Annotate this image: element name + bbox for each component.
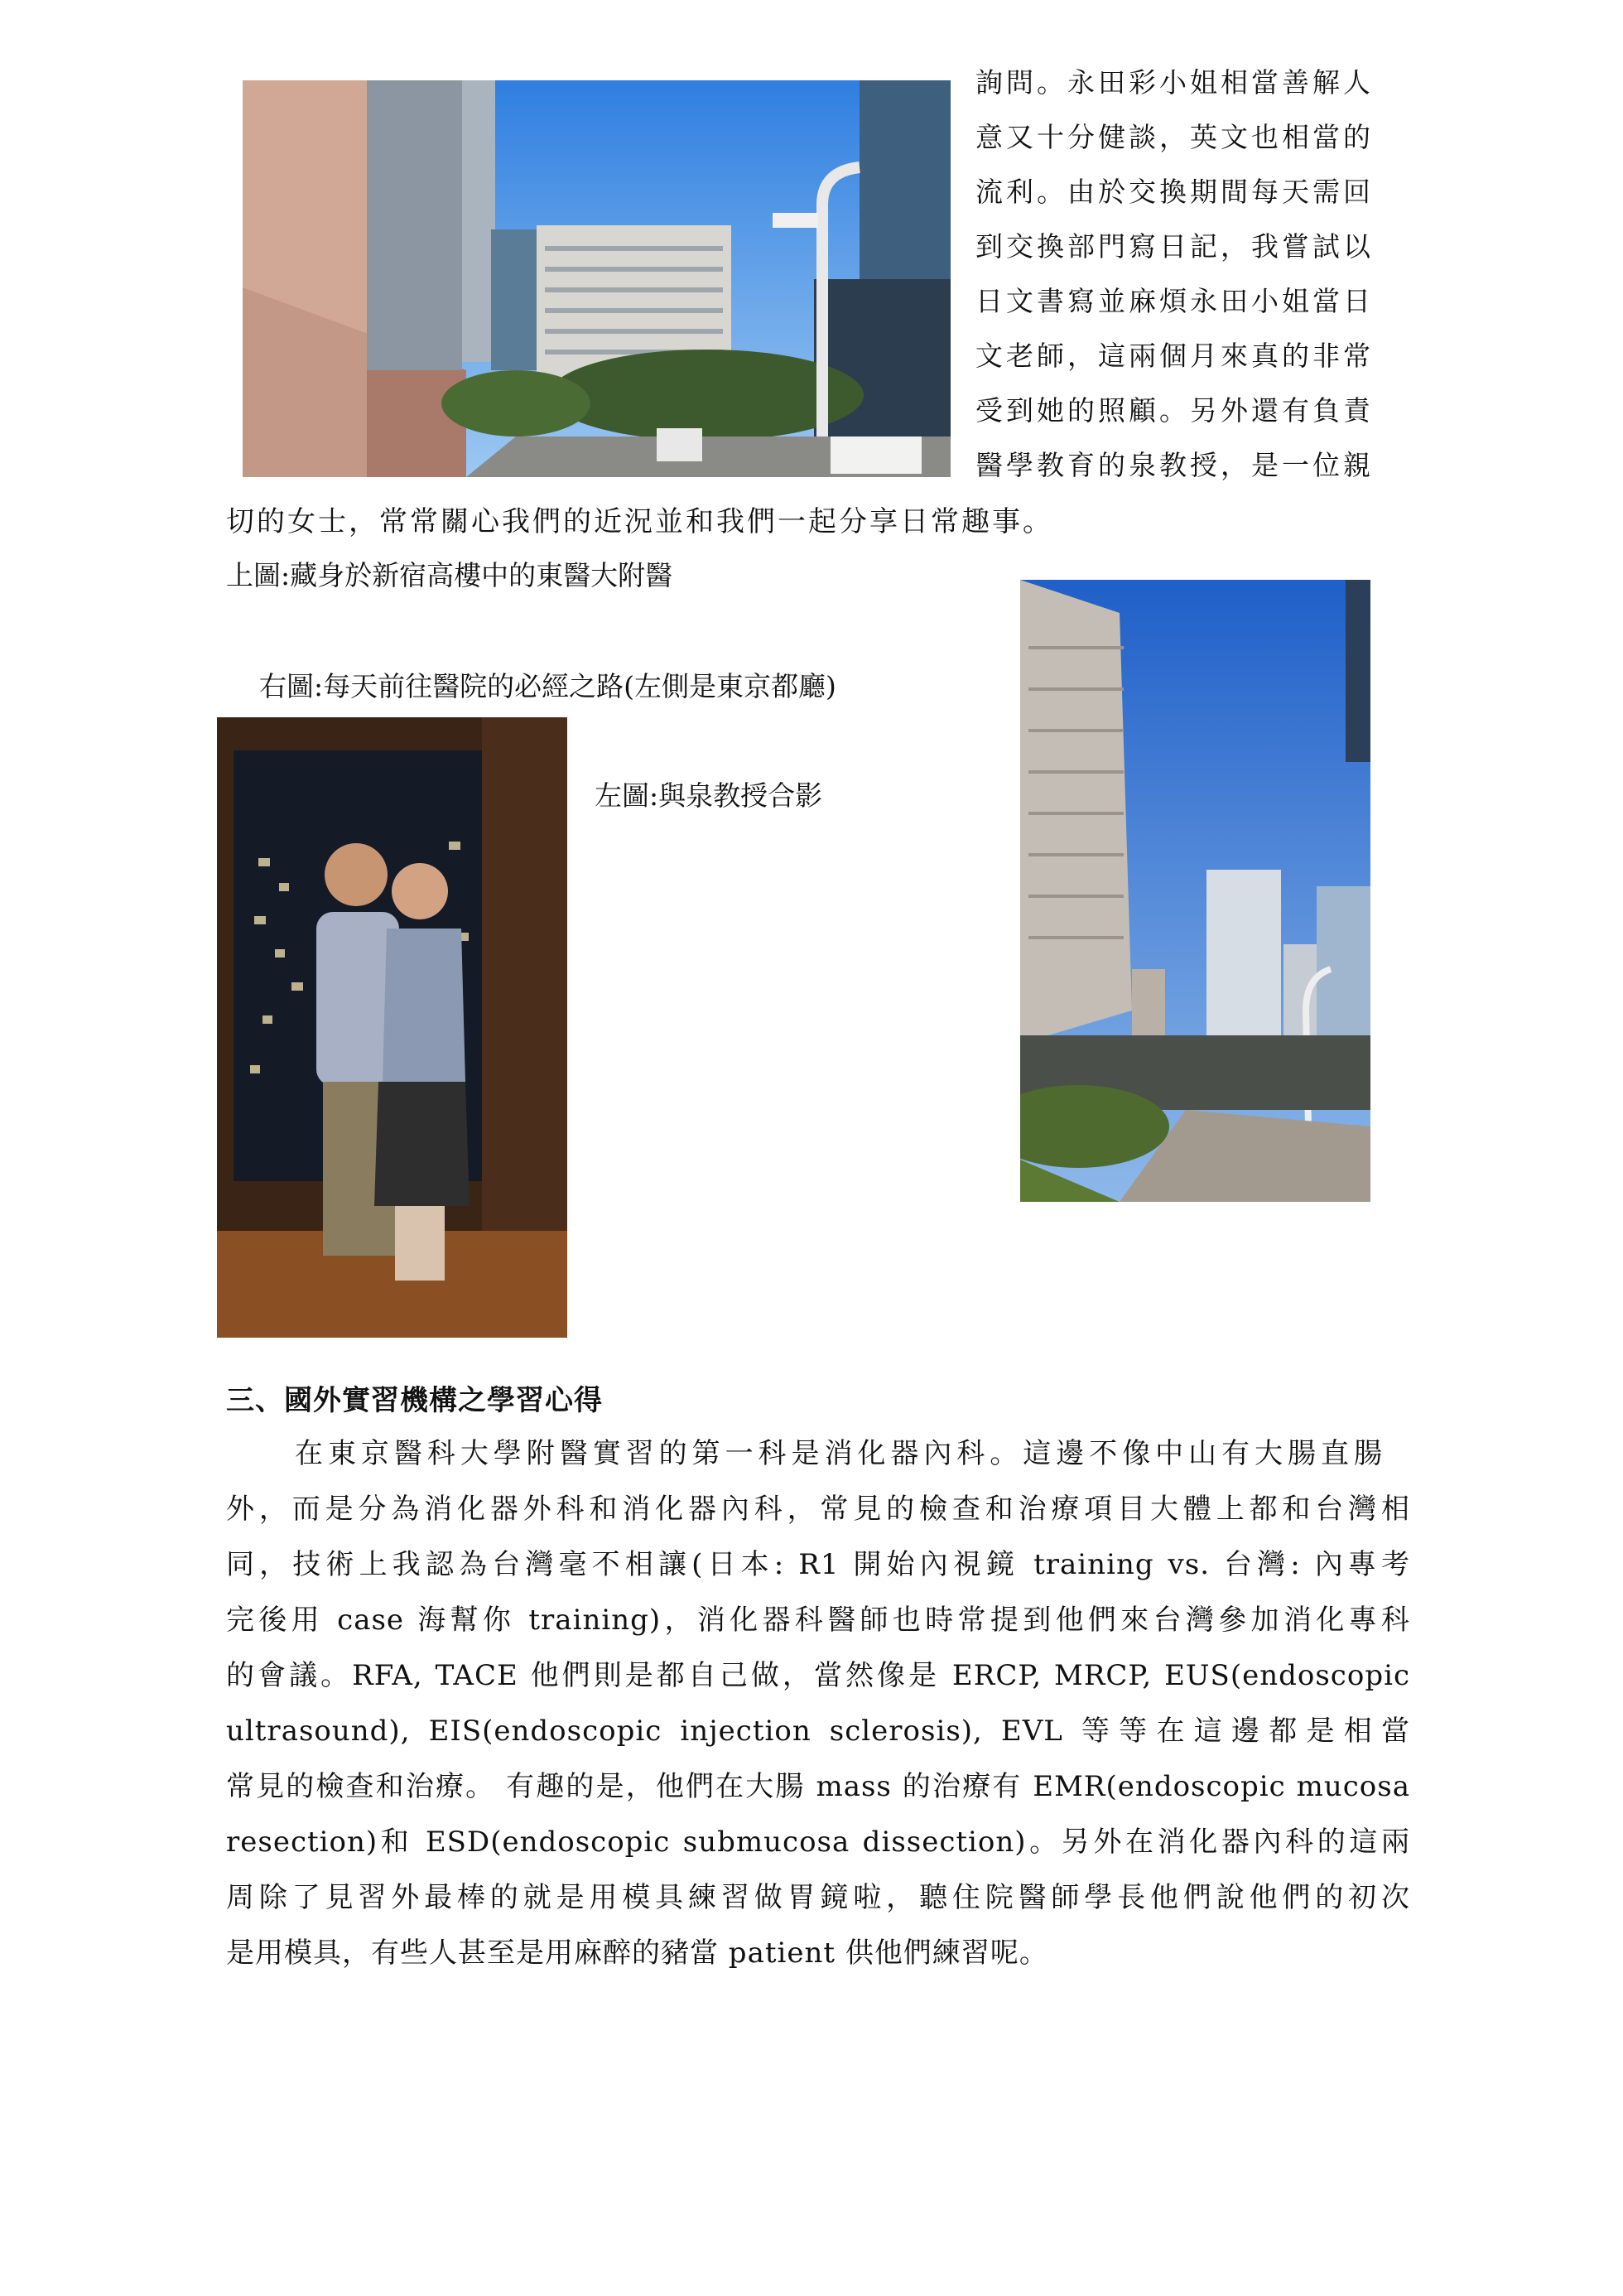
intro-line: 日文書寫並麻煩永田小姐當日 — [975, 285, 1374, 317]
intro-line: 文老師，這兩個月來真的非常 — [975, 340, 1374, 372]
body-line: 在東京醫科大學附醫實習的第一科是消化器內科。這邊不像中山有大腸直腸 — [295, 1437, 1383, 1470]
body-line: ultrasound), EIS(endoscopic injection sclerosis), EVL 等等在這邊都是相當 — [226, 1715, 1410, 1748]
body-line: 外，而是分為消化器外科和消化器內科，常見的檢查和治療項目大體上都和台灣相 — [226, 1493, 1410, 1526]
caption-top: 上圖:藏身於新宿高樓中的東醫大附醫 — [226, 559, 673, 591]
intro-line: 到交換部門寫日記，我嘗試以 — [975, 230, 1374, 263]
section-heading: 三、國外實習機構之學習心得 — [226, 1384, 603, 1417]
road-photo — [1020, 580, 1370, 1202]
body-line: resection)和 ESD(endoscopic submucosa dissection)。另外在消化器內科的這兩 — [226, 1826, 1410, 1859]
body-line: 是用模具，有些人甚至是用麻醉的豬當 patient 供他們練習呢。 — [226, 1937, 1048, 1970]
intro-line: 醫學教育的泉教授，是一位親 — [975, 449, 1374, 481]
hospital-photo — [243, 80, 951, 477]
intro-line: 意又十分健談，英文也相當的 — [975, 121, 1374, 153]
intro-line: 流利。由於交換期間每天需回 — [975, 176, 1374, 208]
intro-line: 受到她的照顧。另外還有負責 — [975, 394, 1374, 427]
body-line: 同，技術上我認為台灣毫不相讓(日本: R1 開始內視鏡 training vs. 台灣: 內專考 — [226, 1548, 1410, 1581]
caption-right: 右圖:每天前往醫院的必經之路(左側是東京都廳) — [259, 670, 836, 702]
intro-line: 詢問。永田彩小姐相當善解人 — [975, 66, 1374, 99]
body-line: 常見的檢查和治療。 有趣的是，他們在大腸 mass 的治療有 EMR(endoscopic mucosa — [226, 1770, 1410, 1803]
body-line: 的會議。RFA, TACE 他們則是都自己做，當然像是 ERCP, MRCP, EUS(endoscopic — [226, 1659, 1410, 1692]
caption-left: 左圖:與泉教授合影 — [595, 779, 823, 812]
intro-full-line: 切的女士，常常關心我們的近況並和我們一起分享日常趣事。 — [226, 505, 1053, 538]
body-line: 完後用 case 海幫你 training)，消化器科醫師也時常提到他們來台灣參加消化專科 — [226, 1604, 1410, 1637]
body-line: 周除了見習外最棒的就是用模具練習做胃鏡啦，聽住院醫師學長他們說他們的初次 — [226, 1881, 1410, 1914]
professor-photo — [217, 717, 567, 1338]
